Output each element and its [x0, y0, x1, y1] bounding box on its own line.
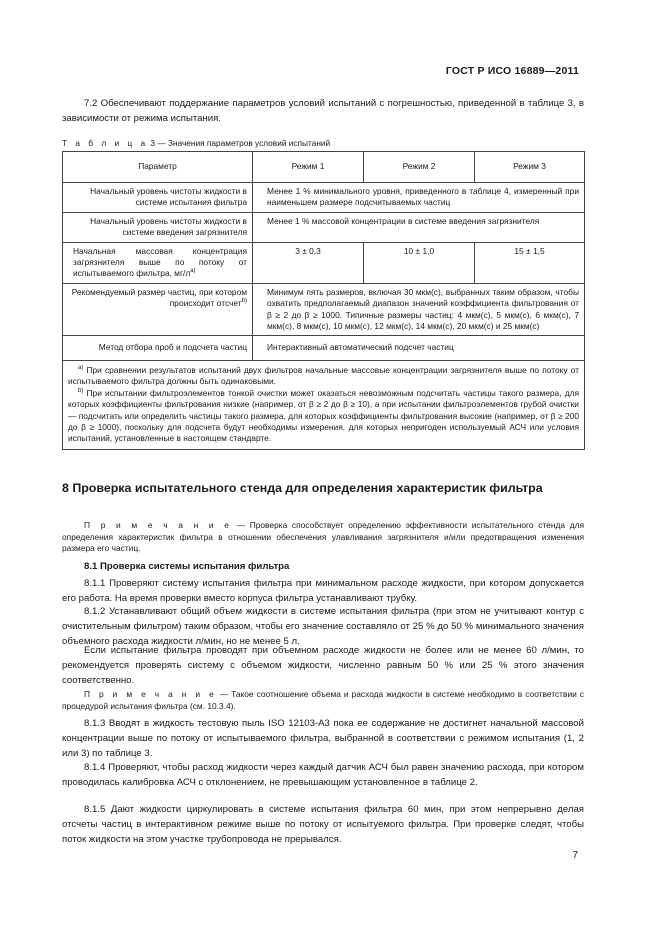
table-footnotes-row [63, 360, 585, 449]
paragraph-8-1-3: 8.1.3 Вводят в жидкость тестовую пыль ISO 12103-A3 пока ее содержание не достигнет начальной массовой концентрации выше по потоку от испытываемого фильтра, выбранной в соответствии с режимом испытания (1, 2 или 3) по таблице 3. [62, 718, 584, 760]
table-row [63, 336, 585, 360]
merged-value-cell: Менее 1 % минимального уровня, приведенного в таблице 4, измеренный при наименьшем размере подсчитываемых частиц [253, 183, 585, 213]
mode-3-value: 15 ± 1,5 [475, 242, 585, 283]
section-8-1-note [62, 689, 584, 712]
table-footnotes [63, 360, 585, 449]
table-row [63, 283, 585, 336]
document-header: ГОСТ Р ИСО 16889—2011 [445, 65, 579, 77]
table-row [63, 212, 585, 242]
param-text: Начальная массовая концентрация загрязнителя выше по потоку от испытываемого фильтра, мг/л [73, 245, 247, 279]
paragraph-7-2: 7.2 Обеспечивают поддержание параметров условий испытаний с погрешностью, приведенной в таблице 3, в зависимости от режима испытания. [62, 98, 584, 125]
header-mode-2: Режим 2 [364, 152, 475, 183]
header-mode-1: Режим 1 [253, 152, 364, 183]
param-cell [63, 283, 253, 336]
table-caption [62, 138, 330, 148]
note-label: П р и м е ч а н и е [84, 520, 232, 530]
param-cell: Начальный уровень чистоты жидкости в системе испытания фильтра [63, 183, 253, 213]
footnote-ref-a: a) [190, 268, 196, 275]
param-cell: Метод отбора проб и подсчета частиц [63, 336, 253, 360]
merged-value-cell: Минимум пять размеров, включая 30 мкм(с), выбранных таким образом, чтобы охватить предполагаемый диапазон значений коэффициента фильтрования от β ≥ 2 до β ≥ 1000. Типичные размеры частиц: 4 мкм(с), 5 мкм(с), 6 мкм(с), 7 мкм(с), 8 мкм(с), 10 мкм(с), 12 мкм(с), 14 мкм(с), 20 мкм(с) и 25 мкм(с) [253, 283, 585, 336]
note-text: — Проверка способствует определению эффективности испытательного стенда для определения характеристик фильтра в отношении обеспечения улавливания загрязнителя и/или предотвращения изменения размера его частиц. [62, 520, 585, 554]
mode-1-value: 3 ± 0,3 [253, 242, 364, 283]
header-param: Параметр [63, 152, 253, 183]
paragraph-8-1-2: 8.1.2 Устанавливают общий объем жидкости в системе испытания фильтра (при этом не учитывают контур с очистительным фильтром) таким образом, чтобы его значение составляло от 25 % до 50 % минимального значения объемного расхода жидкости л/мин, но не менее 5 л. [62, 606, 584, 648]
table-caption-text: 3 — Значения параметров условий испытаний [150, 138, 331, 148]
footnote-b-mark: b) [78, 387, 84, 394]
merged-value-cell: Менее 1 % массовой концентрации в системе введения загрязнителя [253, 212, 585, 242]
param-text: Рекомендуемый размер частиц, при котором происходит отсчет [71, 286, 247, 309]
footnote-a-mark: a) [78, 365, 84, 372]
section-8-note [62, 520, 584, 555]
param-cell [63, 242, 253, 283]
header-mode-3: Режим 3 [475, 152, 585, 183]
section-8-heading: 8 Проверка испытательного стенда для определения характеристик фильтра [62, 481, 543, 495]
merged-value-cell: Интерактивный автоматический подсчет частиц [253, 336, 585, 360]
note-text: — Такое соотношение объема и расхода жидкости в системе необходимо в соответствии с процедурой испытания фильтра (см. 10.3.4). [62, 689, 584, 711]
footnote-b-text: При испытании фильтроэлементов тонкой очистки может оказаться невозможным подсчитать частицы такого размера, для которых коэффициенты фильтрования низкие (например, от β ≥ 2 до β ≥ 10), а при испытании фильтроэлементов грубой очистки — подсчитать или определить частицы такого размера, для которых коэффициенты фильтрования высокие (например, от β ≥ 200 до β ≥ 1000), поскольку для подсчета будут необходимы измерения, для которых непригоден используемый АСЧ или условия испытаний, установленные в настоящем стандарте. [68, 387, 580, 444]
footnote-b [68, 388, 579, 445]
footnote-ref-b: b) [241, 298, 247, 305]
note-label: П р и м е ч а н и е [84, 689, 217, 699]
paragraph-8-1-5: 8.1.5 Дают жидкости циркулировать в системе испытания фильтра 60 мин, при этом непрерывно делая отсчеты частиц в интерактивном режиме выше по потоку от испытуемого фильтра. При проверке следят, чтобы поток жидкости на этом участке трубопровода не прерывался. [62, 804, 584, 846]
mode-2-value: 10 ± 1,0 [364, 242, 475, 283]
footnote-a-text: При сравнении результатов испытаний двух фильтров начальные массовые концентрации загрязнителя выше по потоку от испытываемого фильтра должны быть одинаковыми. [68, 364, 579, 387]
table-caption-label: Т а б л и ц а [62, 138, 149, 148]
paragraph-8-1-1: 8.1.1 Проверяют систему испытания фильтра при минимальном расходе жидкости, при котором допускается его работа. На время проверки вместо корпуса фильтра устанавливают трубку. [62, 578, 584, 605]
table-row [63, 242, 585, 283]
table-3 [62, 151, 585, 450]
paragraph-8-1-4: 8.1.4 Проверяют, чтобы расход жидкости через каждый датчик АСЧ был равен значению расхода, при котором проводилась калибровка АСЧ с отклонением, не превышающим установленное в таблице 2. [62, 762, 584, 789]
section-8-1-heading: 8.1 Проверка системы испытания фильтра [84, 561, 290, 572]
table-header-row [63, 152, 585, 183]
table-row [63, 183, 585, 213]
page-number: 7 [572, 850, 578, 861]
paragraph-8-1-2-cont: Если испытание фильтра проводят при объемном расходе жидкости не более или не менее 60 л/мин, то рекомендуется проверять систему с объемом жидкости, численно равным 50 % или 25 % этого значения соответственно. [62, 645, 584, 687]
param-cell: Начальный уровень чистоты жидкости в системе введения загрязнителя [63, 212, 253, 242]
footnote-a [68, 365, 579, 388]
